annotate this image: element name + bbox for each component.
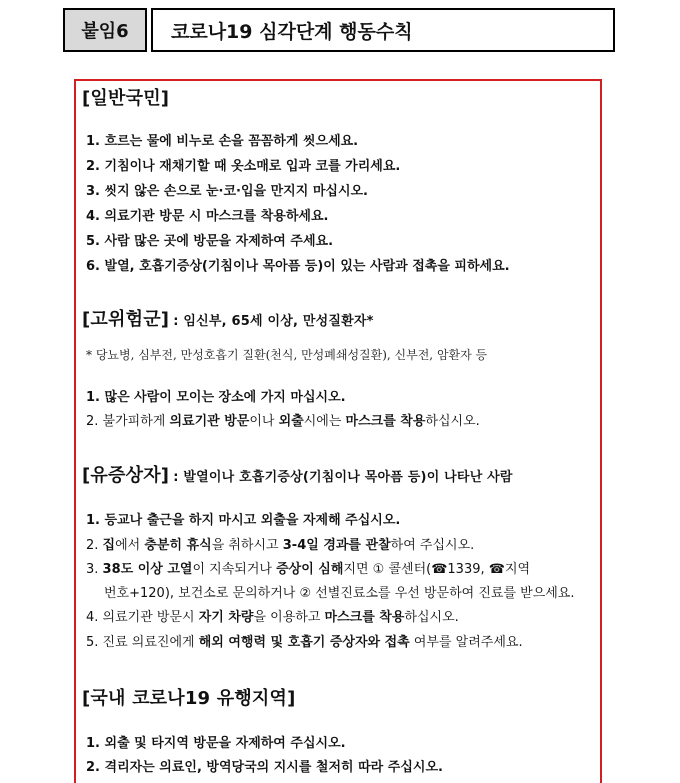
document-header xyxy=(63,8,615,52)
section-heading-domestic: [국내 코로나19 유행지역] xyxy=(82,688,296,709)
list-item: 2. 불가피하게 의료기관 방문이나 외출시에는 마스크를 착용하십시오. xyxy=(86,414,480,429)
list-item: 6. 발열, 호흡기증상(기침이나 목아픔 등)이 있는 사람과 접촉을 피하세요. xyxy=(86,259,510,274)
list-item: 2. 격리자는 의료인, 방역당국의 지시를 철저히 따라 주십시오. xyxy=(86,760,443,775)
section-title: [유증상자] xyxy=(82,465,170,486)
attachment-badge: 붙임6 xyxy=(63,8,147,52)
section-heading-general: [일반국민] xyxy=(82,88,170,109)
list-item: 4. 의료기관 방문 시 마스크를 착용하세요. xyxy=(86,209,329,224)
section-subtitle: : 발열이나 호흡기증상(기침이나 목아픔 등)이 나타난 사람 xyxy=(173,470,513,485)
list-item-continuation: 번호+120), 보건소로 문의하거나 ② 선별진료소를 우선 방문하여 진료를 받으세요. xyxy=(104,586,575,601)
section-heading-symptomatic xyxy=(82,461,513,487)
list-item: 1. 등교나 출근을 하지 마시고 외출을 자제해 주십시오. xyxy=(86,513,401,528)
section-title: [고위험군] xyxy=(82,309,170,330)
page-title: 코로나19 심각단계 행동수칙 xyxy=(151,8,615,52)
list-item: 2. 집에서 충분히 휴식을 취하시고 3-4일 경과를 관찰하여 주십시오. xyxy=(86,538,475,553)
list-item: 2. 기침이나 재채기할 때 옷소매로 입과 코를 가리세요. xyxy=(86,159,401,174)
list-item: 3. 38도 이상 고열이 지속되거나 증상이 심해지면 ① 콜센터(☎1339, ☎지역 xyxy=(86,562,531,577)
list-item: 4. 의료기관 방문시 자기 차량을 이용하고 마스크를 착용하십시오. xyxy=(86,610,459,625)
list-item: 5. 사람 많은 곳에 방문을 자제하여 주세요. xyxy=(86,234,334,249)
list-item: 1. 외출 및 타지역 방문을 자제하여 주십시오. xyxy=(86,736,346,751)
list-item: 1. 많은 사람이 모이는 장소에 가지 마십시오. xyxy=(86,390,346,405)
section-subtitle: : 임신부, 65세 이상, 만성질환자* xyxy=(173,314,374,329)
footnote: * 당뇨병, 심부전, 만성호흡기 질환(천식, 만성폐쇄성질환), 신부전, 암환자 등 xyxy=(86,348,488,362)
section-heading-highrisk xyxy=(82,305,374,331)
list-item: 1. 흐르는 물에 비누로 손을 꼼꼼하게 씻으세요. xyxy=(86,134,359,149)
list-item: 3. 씻지 않은 손으로 눈·코·입을 만지지 마십시오. xyxy=(86,184,368,199)
list-item: 5. 진료 의료진에게 해외 여행력 및 호흡기 증상자와 접촉 여부를 알려주세요. xyxy=(86,635,523,650)
